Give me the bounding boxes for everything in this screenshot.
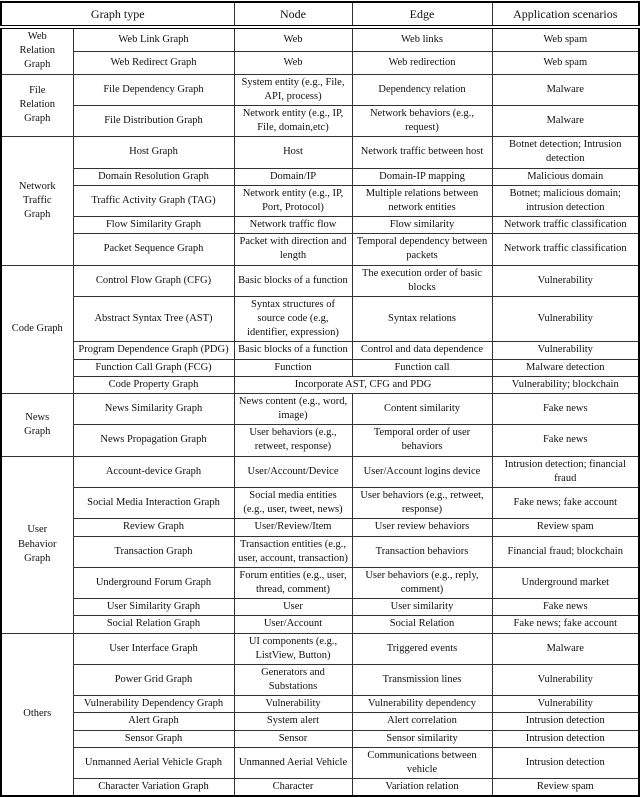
table-body [1, 27, 639, 796]
table-row [1, 664, 639, 695]
application-scenarios-cell: Malware [492, 105, 639, 136]
table-row [1, 296, 639, 342]
node-cell: Sensor [234, 730, 352, 747]
table-row [1, 567, 639, 598]
graph-type-cell: User Interface Graph [73, 633, 234, 664]
node-cell: Vulnerability [234, 696, 352, 713]
graph-type-cell: Flow Similarity Graph [73, 217, 234, 234]
edge-cell: Temporal dependency between packets [352, 234, 492, 265]
node-cell: User [234, 599, 352, 616]
application-scenarios-cell: Fake news; fake account [492, 616, 639, 633]
application-scenarios-cell: Malware [492, 74, 639, 105]
node-cell: Generators and Substations [234, 664, 352, 695]
node-edge-merged-cell: Incorporate AST, CFG and PDG [234, 376, 492, 393]
node-cell: Character [234, 779, 352, 797]
application-scenarios-cell: Fake news [492, 425, 639, 456]
node-cell: UI components (e.g., ListView, Button) [234, 633, 352, 664]
table-row [1, 536, 639, 567]
header-edge: Edge [352, 2, 492, 27]
graph-type-cell: Alert Graph [73, 713, 234, 730]
graph-type-cell: Abstract Syntax Tree (AST) [73, 296, 234, 342]
table-row [1, 487, 639, 518]
graph-type-cell: Web Link Graph [73, 27, 234, 51]
graph-type-cell: News Similarity Graph [73, 393, 234, 424]
header-graph-type: Graph type [1, 2, 234, 27]
edge-cell: User behaviors (e.g., retweet, response) [352, 487, 492, 518]
edge-cell: Web links [352, 27, 492, 51]
graph-type-cell: Traffic Activity Graph (TAG) [73, 185, 234, 216]
group-label: Web Relation Graph [1, 27, 73, 74]
graph-type-cell: Vulnerability Dependency Graph [73, 696, 234, 713]
table-row [1, 217, 639, 234]
graph-type-cell: Character Variation Graph [73, 779, 234, 797]
graph-type-cell: Packet Sequence Graph [73, 234, 234, 265]
application-scenarios-cell: Review spam [492, 519, 639, 536]
table-row [1, 696, 639, 713]
table-row [1, 747, 639, 778]
node-cell: News content (e.g., word, image) [234, 393, 352, 424]
graph-type-cell: Power Grid Graph [73, 664, 234, 695]
node-cell: Network traffic flow [234, 217, 352, 234]
application-scenarios-cell: Malicious domain [492, 168, 639, 185]
graph-type-cell: Domain Resolution Graph [73, 168, 234, 185]
graph-type-cell: Web Redirect Graph [73, 51, 234, 74]
header-row [1, 2, 639, 27]
table-row [1, 616, 639, 633]
edge-cell: Web redirection [352, 51, 492, 74]
application-scenarios-cell: Network traffic classification [492, 234, 639, 265]
application-scenarios-cell: Vulnerability; blockchain [492, 376, 639, 393]
node-cell: Host [234, 137, 352, 168]
edge-cell: Sensor similarity [352, 730, 492, 747]
header-node: Node [234, 2, 352, 27]
application-scenarios-cell: Web spam [492, 27, 639, 51]
edge-cell: Network traffic between host [352, 137, 492, 168]
application-scenarios-cell: Malware [492, 633, 639, 664]
graph-type-cell: Review Graph [73, 519, 234, 536]
edge-cell: Vulnerability dependency [352, 696, 492, 713]
edge-cell: Alert correlation [352, 713, 492, 730]
graph-type-cell: Social Relation Graph [73, 616, 234, 633]
table-row [1, 633, 639, 664]
node-cell: Basic blocks of a function [234, 265, 352, 296]
node-cell: Forum entities (e.g., user, thread, comment) [234, 567, 352, 598]
edge-cell: Social Relation [352, 616, 492, 633]
graph-type-cell: Unmanned Aerial Vehicle Graph [73, 747, 234, 778]
table-row [1, 376, 639, 393]
application-scenarios-cell: Intrusion detection [492, 747, 639, 778]
graph-type-cell: User Similarity Graph [73, 599, 234, 616]
application-scenarios-cell: Web spam [492, 51, 639, 74]
application-scenarios-cell: Fake news [492, 393, 639, 424]
table-row [1, 599, 639, 616]
node-cell: User/Account/Device [234, 456, 352, 487]
table-row [1, 105, 639, 136]
edge-cell: User review behaviors [352, 519, 492, 536]
node-cell: Social media entities (e.g., user, tweet, news) [234, 487, 352, 518]
node-cell: Network entity (e.g., IP, Port, Protocol) [234, 185, 352, 216]
table-row [1, 425, 639, 456]
edge-cell: Triggered events [352, 633, 492, 664]
edge-cell: Syntax relations [352, 296, 492, 342]
application-scenarios-cell: Vulnerability [492, 265, 639, 296]
node-cell: Basic blocks of a function [234, 342, 352, 359]
graph-type-cell: Transaction Graph [73, 536, 234, 567]
group-label: User Behavior Graph [1, 456, 73, 633]
application-scenarios-cell: Review spam [492, 779, 639, 797]
group-label: News Graph [1, 393, 73, 456]
table-row [1, 27, 639, 51]
edge-cell: Variation relation [352, 779, 492, 797]
graph-type-cell: Control Flow Graph (CFG) [73, 265, 234, 296]
graph-type-cell: File Distribution Graph [73, 105, 234, 136]
node-cell: Web [234, 51, 352, 74]
edge-cell: User/Account logins device [352, 456, 492, 487]
application-scenarios-cell: Intrusion detection [492, 713, 639, 730]
node-cell: User/Account [234, 616, 352, 633]
node-cell: Network entity (e.g., IP, File, domain,etc) [234, 105, 352, 136]
application-scenarios-cell: Fake news; fake account [492, 487, 639, 518]
edge-cell: Temporal order of user behaviors [352, 425, 492, 456]
edge-cell: Flow similarity [352, 217, 492, 234]
graph-type-cell: Host Graph [73, 137, 234, 168]
application-scenarios-cell: Intrusion detection [492, 730, 639, 747]
group-label: File Relation Graph [1, 74, 73, 137]
application-scenarios-cell: Botnet; malicious domain; intrusion detection [492, 185, 639, 216]
table-row [1, 168, 639, 185]
node-cell: User/Review/Item [234, 519, 352, 536]
edge-cell: The execution order of basic blocks [352, 265, 492, 296]
graph-types-table [0, 1, 640, 797]
node-cell: User behaviors (e.g., retweet, response) [234, 425, 352, 456]
table-row [1, 519, 639, 536]
application-scenarios-cell: Vulnerability [492, 696, 639, 713]
edge-cell: Transaction behaviors [352, 536, 492, 567]
graph-type-cell: Social Media Interaction Graph [73, 487, 234, 518]
header-application-scenarios: Application scenarios [492, 2, 639, 27]
table-row [1, 265, 639, 296]
table-row [1, 456, 639, 487]
application-scenarios-cell: Malware detection [492, 359, 639, 376]
table-row [1, 74, 639, 105]
application-scenarios-cell: Underground market [492, 567, 639, 598]
node-cell: Packet with direction and length [234, 234, 352, 265]
graph-type-cell: Function Call Graph (FCG) [73, 359, 234, 376]
application-scenarios-cell: Intrusion detection; financial fraud [492, 456, 639, 487]
edge-cell: Control and data dependence [352, 342, 492, 359]
edge-cell: User behaviors (e.g., reply, comment) [352, 567, 492, 598]
table-row [1, 137, 639, 168]
edge-cell: Dependency relation [352, 74, 492, 105]
application-scenarios-cell: Botnet detection; Intrusion detection [492, 137, 639, 168]
table-row [1, 713, 639, 730]
graph-type-cell: Program Dependence Graph (PDG) [73, 342, 234, 359]
table-row [1, 393, 639, 424]
graph-type-cell: Account-device Graph [73, 456, 234, 487]
table-row [1, 779, 639, 797]
table-row [1, 51, 639, 74]
table-row [1, 730, 639, 747]
application-scenarios-cell: Network traffic classification [492, 217, 639, 234]
application-scenarios-cell: Vulnerability [492, 664, 639, 695]
table-row [1, 359, 639, 376]
node-cell: Web [234, 27, 352, 51]
table-row [1, 234, 639, 265]
node-cell: Transaction entities (e.g., user, account, transaction) [234, 536, 352, 567]
node-cell: Unmanned Aerial Vehicle [234, 747, 352, 778]
edge-cell: Transmission lines [352, 664, 492, 695]
graph-type-cell: Sensor Graph [73, 730, 234, 747]
edge-cell: Content similarity [352, 393, 492, 424]
edge-cell: Domain-IP mapping [352, 168, 492, 185]
application-scenarios-cell: Fake news [492, 599, 639, 616]
graph-type-cell: News Propagation Graph [73, 425, 234, 456]
application-scenarios-cell: Vulnerability [492, 296, 639, 342]
table-row [1, 185, 639, 216]
edge-cell: Multiple relations between network entities [352, 185, 492, 216]
node-cell: System alert [234, 713, 352, 730]
node-cell: Function [234, 359, 352, 376]
group-label: Code Graph [1, 265, 73, 393]
edge-cell: User similarity [352, 599, 492, 616]
group-label: Network Traffic Graph [1, 137, 73, 265]
edge-cell: Network behaviors (e.g., request) [352, 105, 492, 136]
node-cell: Syntax structures of source code (e.g, identifier, expression) [234, 296, 352, 342]
group-label: Others [1, 633, 73, 796]
edge-cell: Function call [352, 359, 492, 376]
application-scenarios-cell: Vulnerability [492, 342, 639, 359]
table-row [1, 342, 639, 359]
graph-type-cell: File Dependency Graph [73, 74, 234, 105]
graph-type-cell: Code Property Graph [73, 376, 234, 393]
graph-type-cell: Underground Forum Graph [73, 567, 234, 598]
edge-cell: Communications between vehicle [352, 747, 492, 778]
node-cell: Domain/IP [234, 168, 352, 185]
node-cell: System entity (e.g., File, API, process) [234, 74, 352, 105]
application-scenarios-cell: Financial fraud; blockchain [492, 536, 639, 567]
